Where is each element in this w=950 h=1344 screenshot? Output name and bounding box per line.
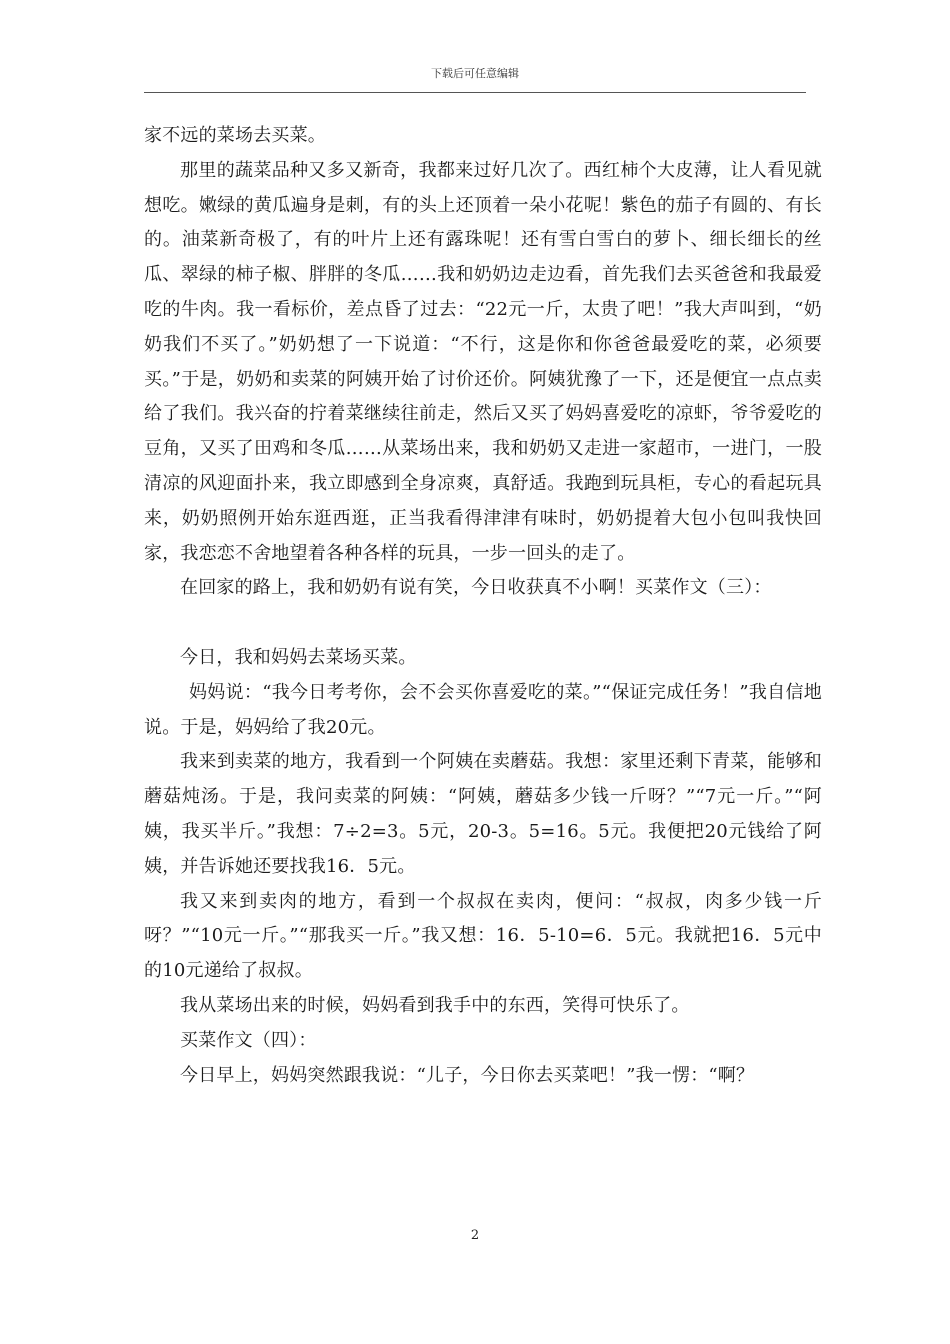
document-body: [144, 119, 822, 1093]
paragraph: 我来到卖菜的地方，我看到一个阿姨在卖蘑菇。我想：家里还剩下青菜，能够和蘑菇炖汤。于是，我问卖菜的阿姨：“阿姨，蘑菇多少钱一斤呀？”“7元一斤。”“阿姨，我买半斤。”我想：7÷2=3。5元，20-3。5=16。5元。我便把20元钱给了阿姨，并告诉她还要找我16．5元。: [144, 751, 822, 877]
paragraph: 妈妈说：“我今日考考你，会不会买你喜爱吃的菜。”“保证完成任务！”我自信地说。于是，妈妈给了我20元。: [144, 681, 822, 738]
paragraph-gap: [144, 606, 822, 641]
paragraph: 今日，我和妈妈去菜场买菜。: [180, 646, 417, 668]
paragraph: 我从菜场出来的时候，妈妈看到我手中的东西，笑得可快乐了。: [180, 994, 690, 1016]
page-number: 2: [470, 1228, 480, 1243]
section-heading: 买菜作文（四）：: [180, 1029, 317, 1051]
page-header: 下载后可任意编辑: [431, 67, 519, 80]
paragraph: 家不远的菜场去买菜。: [144, 125, 326, 146]
paragraph: 今日早上，妈妈突然跟我说：“儿子，今日你去买菜吧！”我一愣：“啊？: [180, 1064, 755, 1086]
header-rule: [144, 92, 806, 93]
paragraph: 我又来到卖肉的地方，看到一个叔叔在卖肉，便问：“叔叔，肉多少钱一斤呀？”“10元一斤。”“那我买一斤。”我又想：16．5-10=6．5元。我就把16．5元中的10元递给了叔叔。: [144, 890, 822, 982]
paragraph: 在回家的路上，我和奶奶有说有笑，今日收获真不小啊！买菜作文（三）：: [180, 577, 772, 599]
paragraph: 那里的蔬菜品种又多又新奇，我都来过好几次了。西红柿个大皮薄，让人看见就想吃。嫩绿的黄瓜遍身是刺，有的头上还顶着一朵小花呢！紫色的茄子有圆的、有长的。油菜新奇极了，有的叶片上还有露珠呢！还有雪白雪白的萝卜、细长细长的丝瓜、翠绿的柿子椒、胖胖的冬瓜……我和奶奶边走边看，首先我们去买爸爸和我最爱吃的牛肉。我一看标价，差点昏了过去：“22元一斤，太贵了吧！”我大声叫到，“奶奶我们不买了。”奶奶想了一下说道：“不行，这是你和你爸爸最爱吃的菜，必须要买。”于是，奶奶和卖菜的阿姨开始了讨价还价。阿姨犹豫了一下，还是便宜一点点卖给了我们。我兴奋的拧着菜继续往前走，然后又买了妈妈喜爱吃的凉虾，爷爷爱吃的豆角，又买了田鸡和冬瓜……从菜场出来，我和奶奶又走进一家超市，一进门，一股清凉的风迎面扑来，我立即感到全身凉爽，真舒适。我跑到玩具柜，专心的看起玩具来，奶奶照例开始东逛西逛，正当我看得津津有味时，奶奶提着大包小包叫我快回家，我恋恋不舍地望着各种各样的玩具，一步一回头的走了。: [144, 159, 822, 564]
